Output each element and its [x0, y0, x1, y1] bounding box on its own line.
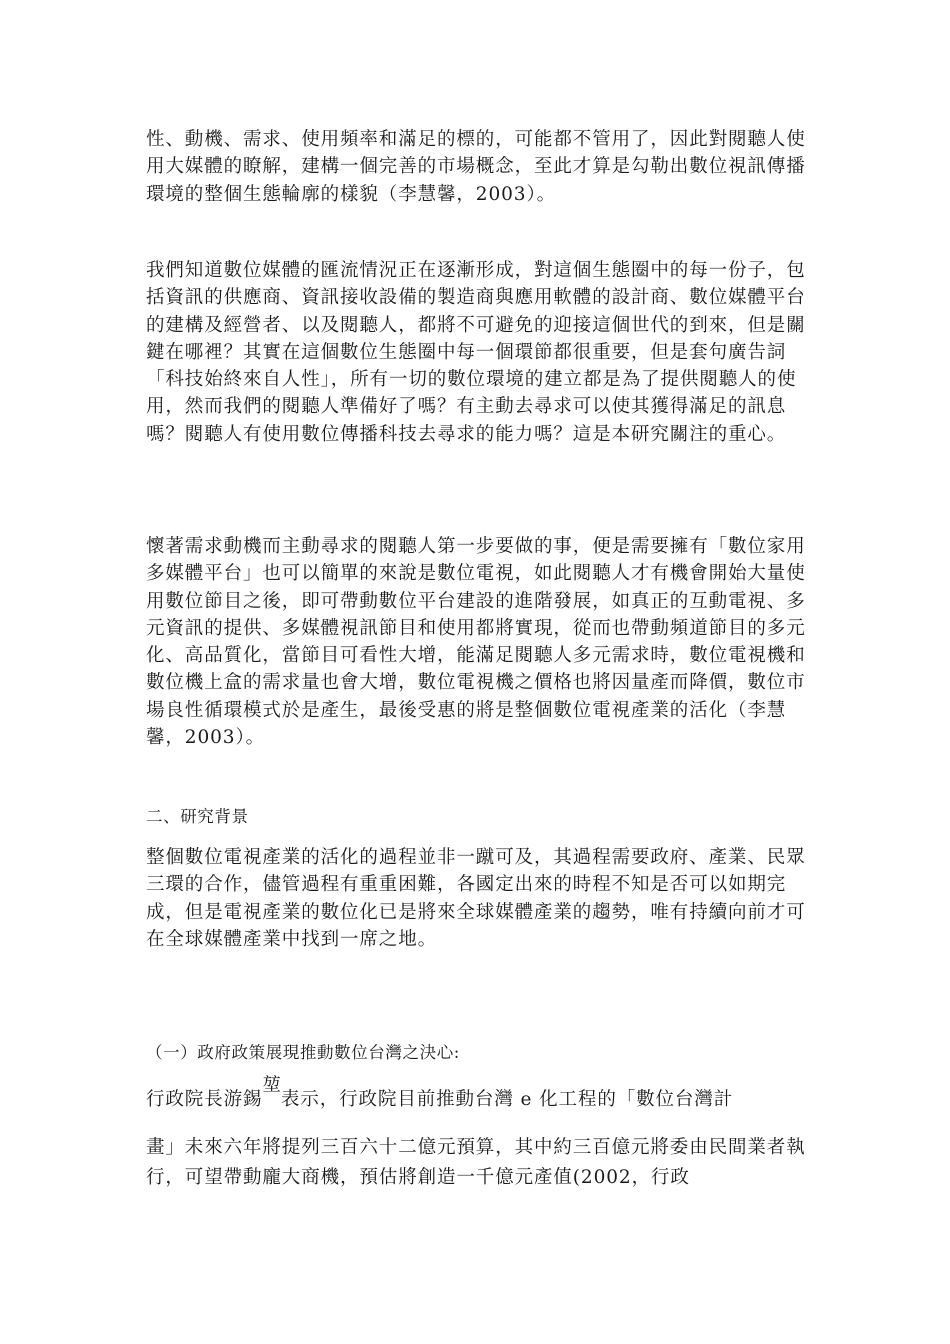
paragraph-industry-activation: 整個數位電視產業的活化的過程並非一蹴可及，其過程需要政府、產業、民眾三環的合作，儘管過程有重重困難，各國定出來的時程不知是否可以如期完成，但是電視產業的數位化已是將來全球媒體產業的趨勢，唯有持續向前才可在全球媒體產業中找到一席之地。 [146, 847, 806, 950]
paragraph-audience-ecology: 性、動機、需求、使用頻率和滿足的標的，可能都不管用了，因此對閱聽人使用大媒體的瞭解，建構一個完善的市場概念，至此才算是勾勒出數位視訊傳播環境的整個生態輪廓的樣貌（李慧馨，2003）。 [146, 129, 806, 205]
subsection-heading-government-policy: （一）政府政策展現推動數位台灣之決心: [146, 1043, 460, 1062]
paragraph-digital-convergence: 我們知道數位媒體的匯流情況正在逐漸形成，對這個生態圈中的每一份子，包括資訊的供應商、資訊接收設備的製造商與應用軟體的設計商、數位媒體平台的建構及經營者、以及閱聽人，都將不可避免的迎接這個世代的到來，但是關鍵在哪裡？其實在這個數位生態圈中每一個環節都很重要，但是套句廣告詞「科技始終來自人性」，所有一切的數位環境的建立都是為了提供閱聽人的使用，然而我們的閱聽人準備好了嗎？有主動去尋求可以使其獲得滿足的訊息嗎？閱聽人有使用數位傳播科技去尋求的能力嗎？這是本研究關注的重心。 [146, 260, 806, 445]
section-heading-research-background: 二、研究背景 [146, 807, 249, 826]
paragraph-digital-taiwan-budget: 畫」未來六年將提列三百六十二億元預算，其中約三百億元將委由民間業者執行，可望帶動龐大商機，預估將創造一千億元產值(2002，行政 [146, 1137, 806, 1188]
text-raised-character: 堃 [262, 1075, 281, 1096]
paragraph-digital-platform: 懷著需求動機而主動尋求的閱聽人第一步要做的事，便是需要擁有「數位家用多媒體平台」也可以簡單的來說是數位電視，如此閱聽人才有機會開始大量使用數位節目之後，即可帶動數位平台建設的進階發展，如真正的互動電視、多元資訊的提供、多媒體視訊節目和使用都將實現，從而也帶動頻道節目的多元化、高品質化，當節目可看性大增，能滿足閱聽人多元需求時，數位電視機和數位機上盒的需求量也會大增，數位電視機之價格也將因量產而降價，數位市場良性循環模式於是產生，最後受惠的將是整個數位電視產業的活化（李慧馨，2003）。 [146, 536, 806, 749]
text-premier-name: 行政院長游錫 [146, 1089, 263, 1110]
text-premier-statement: 表示，行政院目前推動台灣 e 化工程的「數位台灣計 [280, 1089, 734, 1110]
paragraph-digital-taiwan-line1 [146, 1075, 734, 1113]
